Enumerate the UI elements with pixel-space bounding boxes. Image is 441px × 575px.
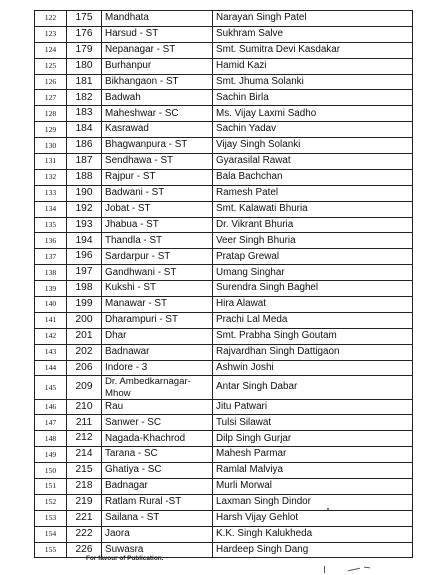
table-row [35, 185, 413, 201]
constituency-name-cell: Badnawar [102, 344, 213, 360]
candidate-list-table [34, 10, 413, 558]
serial-number-cell: 129 [35, 122, 67, 138]
serial-number-cell: 141 [35, 312, 67, 328]
constituency-number-cell: 186 [67, 138, 102, 154]
table-row [35, 122, 413, 138]
serial-number-cell: 145 [35, 376, 67, 399]
serial-number-cell: 137 [35, 249, 67, 265]
serial-number-cell: 148 [35, 431, 67, 447]
candidate-name-cell: Bala Bachchan [213, 169, 413, 185]
candidate-name-cell: Umang Singhar [213, 265, 413, 281]
table-row [35, 42, 413, 58]
constituency-number-cell: 196 [67, 249, 102, 265]
serial-number-cell: 139 [35, 281, 67, 297]
constituency-name-cell: Sailana - ST [102, 510, 213, 526]
constituency-name-cell: Jobat - ST [102, 201, 213, 217]
candidate-name-cell: Pratap Grewal [213, 249, 413, 265]
candidate-name-cell: Sachin Yadav [213, 122, 413, 138]
constituency-name-cell: Rajpur - ST [102, 169, 213, 185]
candidate-name-cell: Harsh Vijay Gehlot [213, 510, 413, 526]
constituency-number-cell: 212 [67, 431, 102, 447]
constituency-number-cell: 192 [67, 201, 102, 217]
serial-number-cell: 142 [35, 328, 67, 344]
table-row [35, 90, 413, 106]
candidate-name-cell: Antar Singh Dabar [213, 376, 413, 399]
table-row [35, 360, 413, 376]
publication-note: For favour of Publication. [86, 555, 164, 562]
constituency-number-cell: 218 [67, 479, 102, 495]
constituency-number-cell: 193 [67, 217, 102, 233]
constituency-name-cell: Mandhata [102, 11, 213, 27]
constituency-number-cell: 226 [67, 542, 102, 558]
serial-number-cell: 153 [35, 510, 67, 526]
serial-number-cell: 133 [35, 185, 67, 201]
table-row [35, 447, 413, 463]
serial-number-cell: 128 [35, 106, 67, 122]
constituency-name-cell: Sardarpur - ST [102, 249, 213, 265]
candidate-name-cell: Rajvardhan Singh Dattigaon [213, 344, 413, 360]
serial-number-cell: 147 [35, 415, 67, 431]
constituency-name-cell: Dr. Ambedkarnagar-Mhow [102, 376, 213, 399]
serial-number-cell: 154 [35, 526, 67, 542]
constituency-name-cell: Gandhwani - ST [102, 265, 213, 281]
candidate-name-cell: Jitu Patwari [213, 399, 413, 415]
constituency-number-cell: 209 [67, 376, 102, 399]
constituency-number-cell: 197 [67, 265, 102, 281]
constituency-name-cell: Thandla - ST [102, 233, 213, 249]
table-row [35, 312, 413, 328]
constituency-name-cell: Harsud - ST [102, 26, 213, 42]
serial-number-cell: 127 [35, 90, 67, 106]
constituency-number-cell: 181 [67, 74, 102, 90]
table-row [35, 431, 413, 447]
table-row [35, 494, 413, 510]
constituency-number-cell: 175 [67, 11, 102, 27]
table-row [35, 415, 413, 431]
serial-number-cell: 146 [35, 399, 67, 415]
serial-number-cell: 144 [35, 360, 67, 376]
table-row [35, 106, 413, 122]
serial-number-cell: 135 [35, 217, 67, 233]
candidate-name-cell: Smt. Prabha Singh Goutam [213, 328, 413, 344]
candidate-name-cell: Ms. Vijay Laxmi Sadho [213, 106, 413, 122]
constituency-number-cell: 179 [67, 42, 102, 58]
handwritten-mark [324, 566, 325, 573]
serial-number-cell: 151 [35, 479, 67, 495]
constituency-number-cell: 222 [67, 526, 102, 542]
serial-number-cell: 130 [35, 138, 67, 154]
serial-number-cell: 152 [35, 494, 67, 510]
constituency-name-cell: Tarana - SC [102, 447, 213, 463]
table-row [35, 249, 413, 265]
constituency-name-cell: Burhanpur [102, 58, 213, 74]
constituency-name-cell: Kasrawad [102, 122, 213, 138]
constituency-number-cell: 180 [67, 58, 102, 74]
table-row [35, 58, 413, 74]
serial-number-cell: 140 [35, 297, 67, 313]
handwritten-mark [348, 568, 360, 571]
serial-number-cell: 134 [35, 201, 67, 217]
constituency-number-cell: 210 [67, 399, 102, 415]
constituency-name-cell: Badnagar [102, 479, 213, 495]
constituency-number-cell: 214 [67, 447, 102, 463]
candidate-name-cell: Prachi Lal Meda [213, 312, 413, 328]
candidate-name-cell: Smt. Jhuma Solanki [213, 74, 413, 90]
constituency-name-cell: Nepanagar - ST [102, 42, 213, 58]
constituency-name-cell: Bikhangaon - ST [102, 74, 213, 90]
constituency-number-cell: 187 [67, 154, 102, 170]
table-row [35, 479, 413, 495]
constituency-number-cell: 188 [67, 169, 102, 185]
serial-number-cell: 131 [35, 154, 67, 170]
constituency-number-cell: 215 [67, 463, 102, 479]
candidate-name-cell: Mahesh Parmar [213, 447, 413, 463]
constituency-name-cell: Rau [102, 399, 213, 415]
constituency-name-cell: Bhagwanpura - ST [102, 138, 213, 154]
candidate-name-cell: Laxman Singh Dindor [213, 494, 413, 510]
candidate-name-cell: Ramlal Malviya [213, 463, 413, 479]
constituency-number-cell: 221 [67, 510, 102, 526]
candidate-list-body [35, 11, 413, 558]
candidate-name-cell: K.K. Singh Kalukheda [213, 526, 413, 542]
table-row [35, 201, 413, 217]
candidate-name-cell: Surendra Singh Baghel [213, 281, 413, 297]
constituency-number-cell: 219 [67, 494, 102, 510]
constituency-name-cell: Kukshi - ST [102, 281, 213, 297]
constituency-number-cell: 201 [67, 328, 102, 344]
constituency-name-cell: Ratlam Rural -ST [102, 494, 213, 510]
serial-number-cell: 155 [35, 542, 67, 558]
constituency-number-cell: 206 [67, 360, 102, 376]
constituency-number-cell: 194 [67, 233, 102, 249]
candidate-name-cell: Veer Singh Bhuria [213, 233, 413, 249]
serial-number-cell: 132 [35, 169, 67, 185]
constituency-number-cell: 176 [67, 26, 102, 42]
table-row [35, 344, 413, 360]
constituency-name-cell: Maheshwar - SC [102, 106, 213, 122]
table-row [35, 328, 413, 344]
serial-number-cell: 123 [35, 26, 67, 42]
handwritten-mark [364, 567, 370, 569]
constituency-number-cell: 190 [67, 185, 102, 201]
constituency-name-cell: Dharampuri - ST [102, 312, 213, 328]
candidate-name-cell: Hardeep Singh Dang [213, 542, 413, 558]
candidate-name-cell: Gyarasilal Rawat [213, 154, 413, 170]
candidate-name-cell: Murli Morwal [213, 479, 413, 495]
serial-number-cell: 138 [35, 265, 67, 281]
stray-ink-dot [327, 508, 329, 510]
candidate-name-cell: Hamid Kazi [213, 58, 413, 74]
candidate-name-cell: Narayan Singh Patel [213, 11, 413, 27]
candidate-name-cell: Smt. Kalawati Bhuria [213, 201, 413, 217]
serial-number-cell: 126 [35, 74, 67, 90]
table-row [35, 11, 413, 27]
constituency-name-cell: Manawar - ST [102, 297, 213, 313]
constituency-number-cell: 211 [67, 415, 102, 431]
table-row [35, 376, 413, 399]
table-row [35, 281, 413, 297]
constituency-name-cell: Badwani - ST [102, 185, 213, 201]
constituency-number-cell: 198 [67, 281, 102, 297]
candidate-name-cell: Dr. Vikrant Bhuria [213, 217, 413, 233]
constituency-name-cell: Sanwer - SC [102, 415, 213, 431]
serial-number-cell: 143 [35, 344, 67, 360]
constituency-name-cell: Indore - 3 [102, 360, 213, 376]
constituency-number-cell: 202 [67, 344, 102, 360]
serial-number-cell: 150 [35, 463, 67, 479]
serial-number-cell: 122 [35, 11, 67, 27]
table-row [35, 233, 413, 249]
constituency-name-cell: Sendhawa - ST [102, 154, 213, 170]
table-row [35, 265, 413, 281]
table-row [35, 74, 413, 90]
table-row [35, 154, 413, 170]
table-row [35, 26, 413, 42]
candidate-name-cell: Ramesh Patel [213, 185, 413, 201]
candidate-name-cell: Sachin Birla [213, 90, 413, 106]
constituency-name-cell: Jaora [102, 526, 213, 542]
candidate-name-cell: Vijay Singh Solanki [213, 138, 413, 154]
serial-number-cell: 125 [35, 58, 67, 74]
table-row [35, 297, 413, 313]
table-row [35, 138, 413, 154]
constituency-number-cell: 182 [67, 90, 102, 106]
constituency-name-cell: Ghatiya - SC [102, 463, 213, 479]
serial-number-cell: 149 [35, 447, 67, 463]
candidate-name-cell: Hira Alawat [213, 297, 413, 313]
constituency-name-cell: Suwasra [102, 542, 213, 558]
constituency-name-cell: Badwah [102, 90, 213, 106]
serial-number-cell: 124 [35, 42, 67, 58]
constituency-name-cell: Jhabua - ST [102, 217, 213, 233]
table-row [35, 510, 413, 526]
table-row [35, 217, 413, 233]
constituency-name-cell: Nagada-Khachrod [102, 431, 213, 447]
table-row [35, 169, 413, 185]
constituency-number-cell: 200 [67, 312, 102, 328]
constituency-name-cell: Dhar [102, 328, 213, 344]
serial-number-cell: 136 [35, 233, 67, 249]
table-row [35, 526, 413, 542]
candidate-name-cell: Sukhram Salve [213, 26, 413, 42]
candidate-name-cell: Smt. Sumitra Devi Kasdakar [213, 42, 413, 58]
table-row [35, 463, 413, 479]
candidate-name-cell: Dilp Singh Gurjar [213, 431, 413, 447]
constituency-number-cell: 183 [67, 106, 102, 122]
constituency-number-cell: 184 [67, 122, 102, 138]
candidate-name-cell: Tulsi Silawat [213, 415, 413, 431]
candidate-name-cell: Ashwin Joshi [213, 360, 413, 376]
table-row [35, 399, 413, 415]
constituency-number-cell: 199 [67, 297, 102, 313]
